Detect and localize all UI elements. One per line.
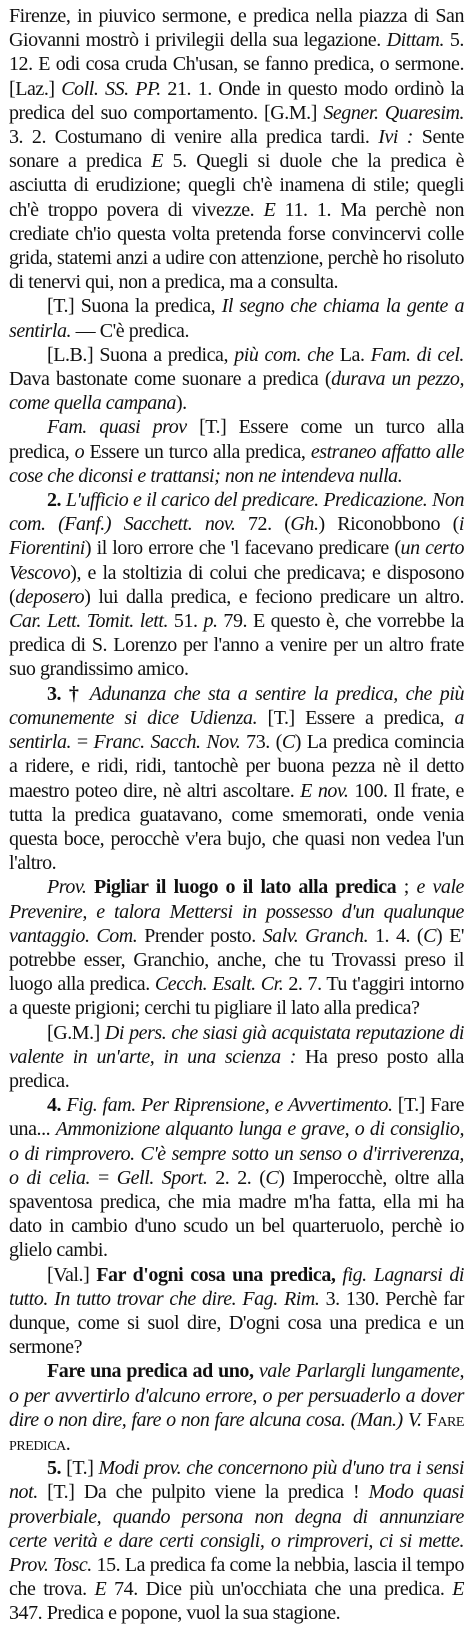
text-segment: Ammonizione alquanto lunga e grave, o di consiglio, o di rimprovero. C'è sempre sotto un senso o d'irriverenza, o di celia. [9, 1118, 464, 1189]
dictionary-entry-text [9, 4, 464, 1626]
entry-paragraph [9, 4, 464, 294]
text-segment: 79. E questo è, che vorrebbe la predica di S. Lorenzo per l'anno a venire per un altro frate suo grandissimo amico. [9, 610, 464, 681]
text-segment: 74. Dice più un'occhiata che una predica. [106, 1578, 453, 1601]
text-segment: = [90, 1166, 117, 1189]
text-segment: ) il loro errore che 'l facevano predicare ( [84, 537, 401, 560]
text-segment: 73. ( [240, 731, 282, 754]
text-segment: L'ufficio e il carico del predicare. Predicazione. Non com. (Fanf.) Sacchett. nov. [9, 489, 464, 536]
text-segment: 4. [47, 1094, 67, 1117]
text-segment: Prov. [47, 876, 87, 899]
text-segment: Fam. quasi prov [47, 416, 187, 439]
text-segment: 1. 4. ( [368, 924, 424, 947]
text-segment: — C'è predica. [71, 319, 189, 342]
text-segment: [Val.] [47, 1263, 97, 1286]
text-segment: ) La predica comincia a ridere, e ridi, ridi, tantochè per buona pezza nè il detto maestro poteo dire, nè altri ascoltare. [9, 731, 465, 802]
text-segment: [T.] Essere a predica, [257, 706, 455, 729]
text-segment: Dava bastonate come suonare a predica ( [9, 368, 332, 391]
text-segment: 2. 2. ( [207, 1166, 266, 1189]
text-segment: Gell. Sport. [116, 1166, 208, 1189]
text-segment: [T.] Suona la predica, [47, 295, 222, 318]
entry-paragraph [9, 1021, 464, 1094]
text-segment: 3. † [47, 682, 90, 705]
text-segment: 347. Predica e popone, vuol la sua stagione. [9, 1602, 341, 1625]
text-segment: Fare predica. [9, 1408, 464, 1455]
text-segment: ). [175, 392, 187, 415]
text-segment: ) Riconobbono ( [318, 513, 459, 536]
text-segment: 2. [47, 489, 66, 512]
text-segment: Modi prov. che concernono più d'uno tra i sensi not. [9, 1457, 464, 1504]
entry-paragraph [9, 488, 464, 682]
entry-paragraph [9, 1093, 464, 1262]
text-segment: 5. 12. E odi cosa cruda Ch'usan, se fanno predica, o sermone. [Laz.] [9, 29, 464, 100]
text-segment: estraneo affatto alle cose che diconsi e trattansi; non ne intendeva nulla. [9, 440, 464, 487]
text-segment: Franc. Sacch. Nov. [93, 731, 241, 754]
text-segment: Segner. Quaresim. [323, 101, 464, 124]
text-segment: ) lui dalla predica, e feciono predicare un altro. [84, 585, 464, 608]
text-segment: Car. Lett. Tomit. lett. [9, 610, 169, 633]
text-segment: Fig. fam. Per Riprensione, e Avvertimento. [66, 1094, 393, 1117]
text-segment: [G.M.] [47, 1021, 105, 1044]
entry-paragraph [9, 343, 464, 416]
text-segment: ; [396, 876, 417, 899]
text-segment: ) Imperocchè, oltre alla spaventosa predica, che mia madre m'ha fatta, ella mi ha dato in cambio d'uno scudo un bel quarteruolo, perchè io glielo cambi. [9, 1166, 465, 1262]
text-segment: 2. 7. Tu t'aggiri intorno a queste prigioni; cerchi tu pigliare il lato alla predica? [9, 973, 464, 1020]
entry-paragraph [9, 875, 464, 1020]
text-segment: Sente sonare a predica [9, 126, 464, 173]
text-segment: = [71, 731, 94, 754]
text-segment: E [452, 1578, 464, 1601]
text-segment: [T.] Essere come un turco alla predica, [9, 416, 464, 463]
text-segment: e vale Prevenire, e talora Mettersi in possesso d'un qualunque vantaggio. Com. [9, 876, 464, 947]
text-segment: E [151, 150, 164, 173]
text-segment: fig. Lagnarsi di tutto. In tutto trovar che dire. Fag. Rim. [9, 1263, 464, 1310]
text-segment: i Fiorentini [9, 513, 464, 560]
entry-paragraph [9, 294, 464, 342]
text-segment: Il segno che chiama la gente a sentirla. [9, 295, 464, 342]
text-segment: Pigliar il luogo o il lato alla predica [86, 876, 397, 899]
text-segment: 21. 1. Onde in questo modo ordinò la predica del suo comportamento. [G.M.] [9, 77, 464, 124]
entry-paragraph [9, 1456, 464, 1625]
text-segment: Salv. Granch. [262, 924, 369, 947]
text-segment: o [74, 440, 85, 463]
text-segment: Fam. di cel. [370, 343, 464, 366]
text-segment: Far d'ogni cosa una predica, [96, 1263, 336, 1286]
text-segment: p. [203, 610, 218, 633]
text-segment: Firenze, in piuvico sermone, e predica nella piazza di San Giovanni mostrò i privilegii della sua legazione. [9, 5, 464, 52]
text-segment: [T.] Fare una... [9, 1094, 464, 1141]
text-segment: ), e la stoltizia di colui che predicava; e disposono ( [9, 561, 464, 608]
entry-paragraph [9, 1359, 464, 1456]
text-segment: 3. 2. Costumano di venire alla predica tardi. [9, 126, 379, 149]
text-segment: Di pers. che siasi già acquistata reputazione di valente in un'arte, in una scienza : [9, 1021, 464, 1068]
entry-paragraph [9, 1263, 464, 1360]
text-segment: [T.] [66, 1457, 99, 1480]
text-segment: Cecch. Esalt. Cr. [154, 973, 284, 996]
text-segment: Gh. [290, 513, 319, 536]
text-segment: durava un pezzo, come quella campana [9, 368, 465, 415]
text-segment: Prender posto. [137, 924, 263, 947]
text-segment: a sentirla. [9, 706, 464, 754]
entry-paragraph [9, 682, 464, 876]
text-segment: 11. 1. Ma perchè non crediate ch'io questa volta pretenda forse convincervi colle grida, statemi anzi a udire con attenzione, perchè ho risoluto di tenervi qui, non a predica, ma a consulta. [9, 198, 464, 294]
text-segment: deposero [15, 585, 85, 608]
text-segment: C [423, 924, 437, 947]
text-segment: C [265, 1166, 279, 1189]
text-segment: Modo quasi proverbiale, quando persona non degna di annunziare certe verità e dare certi consigli, o rimproveri, ci si mette. Prov. Tosc. [9, 1481, 464, 1576]
text-segment: ) E' potrebbe esser, Granchio, anche, che tu Trovassi preso il luogo alla predica. [9, 924, 465, 996]
text-segment: un certo Vescovo [9, 537, 464, 584]
text-segment: E [263, 198, 276, 221]
text-segment: Coll. SS. PP. [61, 77, 161, 100]
text-segment: La. [333, 343, 371, 366]
text-segment: 15. La predica fa come la nebbia, lascia il tempo che trova. [9, 1554, 464, 1601]
text-segment: 51. [168, 610, 204, 633]
text-segment: Ivi : [378, 126, 414, 149]
text-segment: [T.] Da che pulpito viene la predica ! [37, 1481, 369, 1504]
text-segment: 5. [47, 1457, 67, 1480]
text-segment: 5. Quegli si duole che la predica è asciutta di erudizione; quegli ch'è inamena di stile; quegli ch'è troppo povera di vivezze. [9, 150, 464, 221]
text-segment: 100. Il frate, e tutta la predica guatavano, come smemorati, onde venia questa boce, perocchè v'era bujo, che quasi non vedea l'un l'altro. [9, 779, 464, 875]
text-segment: Dittam. [386, 29, 445, 52]
text-segment: 3. 130. Perchè far dunque, come si suol dire, D'ogni cosa una predica e un sermone? [9, 1287, 464, 1359]
text-segment: più com. che [234, 343, 334, 366]
text-segment: Essere un turco alla predica, [84, 440, 311, 463]
text-segment: C [281, 731, 295, 754]
text-segment: 72. ( [235, 513, 291, 536]
entry-paragraph [9, 415, 464, 488]
text-segment: E [94, 1578, 107, 1601]
text-segment: E nov. [300, 779, 349, 802]
text-segment: Fare una predica ad uno, [47, 1360, 254, 1383]
text-segment: Ha preso posto alla predica. [9, 1045, 464, 1092]
text-segment: vale Parlargli lungamente, o per avvertirlo d'alcuno errore, o per persuaderlo a dover dire o non dire, fare o non fare alcuna cosa. (Man.) V. [9, 1360, 464, 1431]
text-segment: Adunanza che sta a sentire la predica, che più comunemente si dice Udienza. [9, 682, 464, 729]
text-segment: [L.B.] Suona a predica, [47, 343, 235, 366]
